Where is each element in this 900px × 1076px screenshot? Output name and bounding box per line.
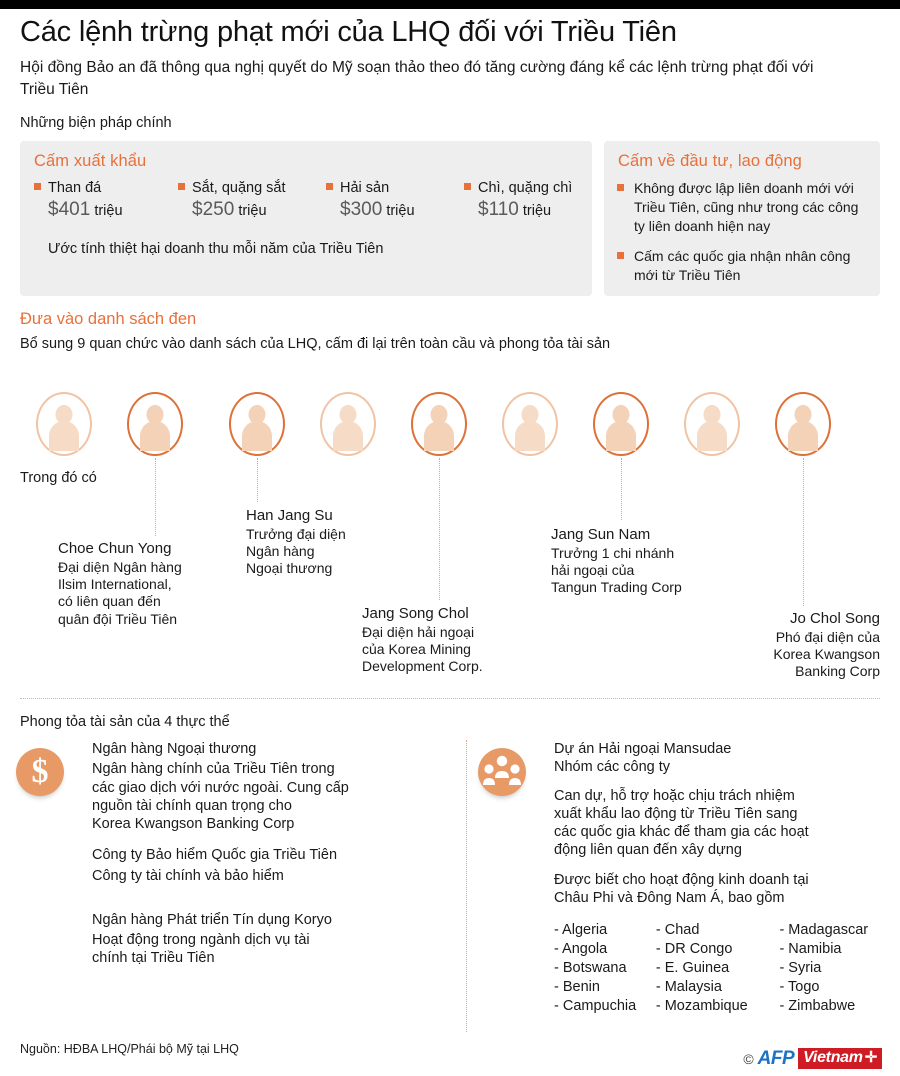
asset-freeze-cards <box>0 740 900 1040</box>
investment-ban-item <box>617 179 868 236</box>
asset-freeze-title: Phong tỏa tài sản của 4 thực thể <box>20 714 230 730</box>
connector-line <box>155 458 156 536</box>
country-item: - Malaysia <box>655 978 722 995</box>
section-divider <box>20 698 880 699</box>
group-icon <box>478 748 526 796</box>
export-ban-item <box>34 180 123 221</box>
square-bullet-icon <box>617 184 624 191</box>
person-role: Đại diện hải ngoại của Korea Mining Development Corp. <box>362 623 483 675</box>
avatar-body-icon <box>49 421 79 451</box>
export-ban-item <box>464 180 572 221</box>
person-name: Choe Chun Yong <box>58 540 172 557</box>
person-label <box>58 540 243 628</box>
connector-line <box>621 458 622 520</box>
avatar-body-icon <box>697 421 727 451</box>
avatar <box>320 392 376 456</box>
avatar-body-icon <box>788 421 818 451</box>
avatar <box>36 392 92 456</box>
investment-ban-text: Cấm các quốc gia nhận nhân công mới từ Triều Tiên <box>634 248 851 284</box>
connector-line <box>803 458 804 606</box>
entity-desc: Công ty tài chính và bảo hiểm <box>92 867 284 884</box>
country-item: - Angola <box>554 940 608 957</box>
top-black-bar <box>0 0 900 9</box>
avatar-highlighted <box>411 392 467 456</box>
investment-ban-title: Cấm về đầu tư, lao động <box>618 152 802 170</box>
square-bullet-icon <box>464 183 471 190</box>
export-item-name: Than đá <box>48 180 102 196</box>
export-item-amount: $300 <box>340 199 383 220</box>
asset-freeze-card-mansudae <box>478 740 888 1015</box>
export-item-amount: $110 <box>478 199 519 220</box>
vietnamplus-wordmark: Vietnam ✛ <box>798 1048 882 1069</box>
connector-line <box>257 458 258 502</box>
investment-ban-panel <box>604 141 880 296</box>
key-measures <box>20 141 880 296</box>
export-ban-item <box>178 180 286 221</box>
avatar-body-icon <box>424 421 454 451</box>
entity-desc: Hoạt động trong ngành dịch vụ tài chính tại Triều Tiên <box>92 932 310 967</box>
dollar-icon: $ <box>16 748 64 796</box>
country-item: - Botswana <box>554 959 627 976</box>
export-item-unit: triệu <box>238 203 267 219</box>
source-note: Nguồn: HĐBA LHQ/Phái bộ Mỹ tại LHQ <box>20 1042 239 1056</box>
person-role: Trưởng 1 chi nhánh hải ngoại của Tangun Trading Corp <box>551 544 682 596</box>
export-item-name: Chì, quặng chì <box>478 180 573 196</box>
avatar-body-icon <box>242 421 272 451</box>
among-them-label: Trong đó có <box>20 470 97 486</box>
entity-name: Ngân hàng Ngoại thương <box>92 741 257 757</box>
square-bullet-icon <box>34 183 41 190</box>
avatar-row <box>0 392 900 464</box>
asset-freeze-section <box>20 714 880 730</box>
page-title: Các lệnh trừng phạt mới của LHQ đối với Triều Tiên <box>20 16 677 48</box>
person-role: Phó đại diện của Korea Kwangson Banking Corp <box>773 628 880 680</box>
avatar-highlighted <box>229 392 285 456</box>
country-column <box>554 921 656 1015</box>
person-name: Jo Chol Song <box>789 610 880 627</box>
investment-ban-item <box>617 247 868 285</box>
country-column <box>779 921 888 1015</box>
investment-ban-list <box>604 171 880 285</box>
country-item: - Benin <box>554 978 600 995</box>
country-item: - Madagascar <box>779 922 869 939</box>
asset-freeze-card-banks <box>16 740 456 981</box>
export-item-amount: $250 <box>192 199 235 220</box>
country-item: - Chad <box>655 922 700 939</box>
person-name: Jang Sun Nam <box>551 526 651 543</box>
export-ban-item <box>326 180 415 221</box>
country-item: - Namibia <box>779 940 842 957</box>
export-item-name: Hải sản <box>340 180 390 196</box>
avatar-body-icon <box>140 421 170 451</box>
country-column <box>656 921 780 1015</box>
entity-name: Dự án Hải ngoại Mansudae Nhóm các công ty <box>554 741 732 776</box>
entity-desc-2: Được biết cho hoạt động kinh doanh tại Châu Phi và Đông Nam Á, bao gồm <box>554 871 809 906</box>
person-label <box>551 526 746 597</box>
country-item: - Mozambique <box>655 997 748 1014</box>
country-item: - E. Guinea <box>655 959 730 976</box>
entity-entry <box>92 911 456 968</box>
export-item-name: Sắt, quặng sắt <box>192 180 286 196</box>
country-list <box>554 921 888 1015</box>
entity-name: Ngân hàng Phát triển Tín dụng Koryo <box>92 911 332 928</box>
country-item: - Togo <box>779 978 820 995</box>
afp-wordmark: AFP <box>757 1048 795 1069</box>
country-item: - Algeria <box>554 922 608 939</box>
export-ban-panel <box>20 141 592 296</box>
entity-entry <box>92 846 456 885</box>
entity-name: Công ty Bảo hiểm Quốc gia Triều Tiên <box>92 847 338 864</box>
avatar-highlighted <box>593 392 649 456</box>
blacklist-section <box>20 310 880 352</box>
square-bullet-icon <box>617 252 624 259</box>
entity-entry <box>92 740 456 833</box>
person-label <box>246 507 406 578</box>
header <box>20 16 880 131</box>
page-subtitle: Hội đồng Bảo an đã thông qua nghị quyết do Mỹ soạn thảo theo đó tăng cường đáng kể các lệnh trừng phạt đối với Triều Tiên <box>20 59 814 99</box>
connector-line <box>439 458 440 600</box>
afp-vietnamplus-logo <box>743 1048 882 1069</box>
blacklist-title: Đưa vào danh sách đen <box>20 310 197 328</box>
person-name: Jang Song Chol <box>362 605 469 622</box>
blacklist-lead: Bổ sung 9 quan chức vào danh sách của LHQ, cấm đi lại trên toàn cầu và phong tỏa tài sản <box>20 336 611 352</box>
export-ban-title: Cấm xuất khẩu <box>34 152 147 170</box>
copyright-symbol: © <box>743 1050 754 1067</box>
person-label <box>680 610 880 681</box>
investment-ban-text: Không được lập liên doanh mới với Triều Tiên, cũng như trong các công ty liên doanh hiện nay <box>634 180 859 235</box>
country-item: - Syria <box>779 959 822 976</box>
square-bullet-icon <box>326 183 333 190</box>
export-item-amount: $401 <box>48 199 91 220</box>
avatar-highlighted <box>775 392 831 456</box>
export-item-unit: triệu <box>386 203 415 219</box>
avatar <box>502 392 558 456</box>
square-bullet-icon <box>178 183 185 190</box>
plus-icon: ✛ <box>864 1049 877 1067</box>
avatar <box>684 392 740 456</box>
export-item-unit: triệu <box>522 203 552 219</box>
section-kicker: Những biện pháp chính <box>20 115 172 132</box>
avatar-body-icon <box>515 421 545 451</box>
person-role: Đại diện Ngân hàng Ilsim International, có liên quan đến quân đội Triều Tiên <box>58 558 182 627</box>
country-item: - DR Congo <box>655 940 733 957</box>
avatar-body-icon <box>333 421 363 451</box>
entity-desc: Can dự, hỗ trợ hoặc chịu trách nhiệm xuất khẩu lao động từ Triều Tiên sang các quốc gia khác để tham gia các hoạt động liên quan đến xây dựng <box>554 787 809 859</box>
person-name: Han Jang Su <box>246 507 333 524</box>
export-item-unit: triệu <box>94 203 123 219</box>
person-role: Trưởng đại diện Ngân hàng Ngoại thương <box>246 525 346 577</box>
person-label <box>362 605 547 676</box>
avatar-body-icon <box>606 421 636 451</box>
country-item: - Zimbabwe <box>779 997 856 1014</box>
country-item: - Campuchia <box>554 997 637 1014</box>
entity-desc: Ngân hàng chính của Triều Tiên trong các giao dịch với nước ngoài. Cung cấp nguồn tài chính quan trọng cho Korea Kwangson Banking Corp <box>92 761 349 833</box>
avatar-highlighted <box>127 392 183 456</box>
export-ban-note: Ước tính thiệt hại doanh thu mỗi năm của Triều Tiên <box>48 241 384 257</box>
